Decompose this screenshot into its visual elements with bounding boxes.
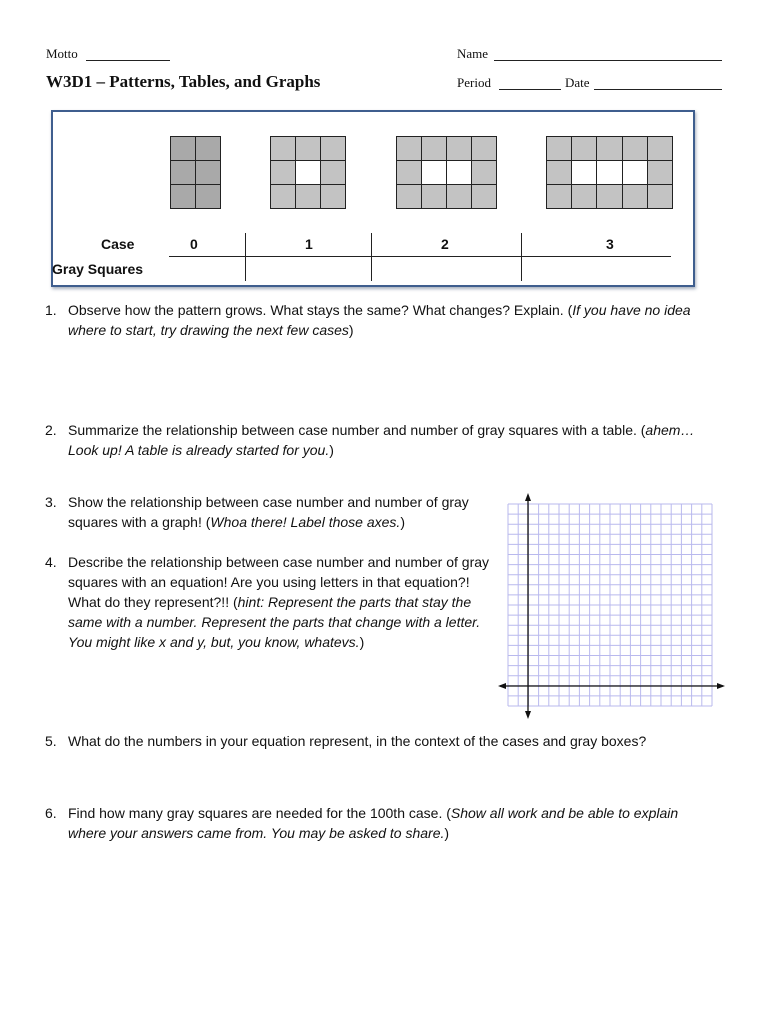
gray-square — [546, 160, 572, 185]
question-5 — [45, 731, 745, 753]
gray-square — [622, 136, 648, 161]
question-4: 4. Describe the relationship between case number and number of gray squares with an equation! Are you using letters in that equation?! What do they represent?!! (hint: Represent the parts that stay the same with a number. Represent the parts that change with a letter. You might like x and y, but, you know, whatevs.) — [45, 554, 490, 650]
question-text: Show the relationship between case number and number of gray squares with a graph! ( — [68, 494, 469, 530]
white-square — [571, 160, 597, 185]
gray-square — [170, 160, 196, 185]
question-hint: If you have no idea where to start, try drawing the next few cases — [68, 302, 691, 338]
case-3-header: 3 — [606, 236, 614, 252]
gray-square — [446, 136, 472, 161]
date-blank[interactable] — [594, 89, 722, 90]
gray-square — [446, 184, 472, 209]
case-2-header: 2 — [441, 236, 449, 252]
gray-squares-cell-2[interactable] — [373, 258, 520, 280]
table-col-divider — [521, 233, 522, 281]
gray-square — [396, 184, 422, 209]
gray-square — [320, 160, 346, 185]
table-col-divider — [371, 233, 372, 281]
question-text: What do the numbers in your equation represent, in the context of the cases and gray boxes? — [68, 733, 647, 749]
gray-square — [170, 184, 196, 209]
period-blank[interactable] — [499, 89, 561, 90]
gray-square — [546, 136, 572, 161]
gray-square — [471, 136, 497, 161]
gray-square — [195, 136, 221, 161]
gray-square — [320, 184, 346, 209]
gray-square — [471, 160, 497, 185]
x-axis-arrow-right — [717, 683, 725, 689]
question-1: 1. Observe how the pattern grows. What stays the same? What changes? Explain. (If you have no idea where to start, try drawing the next few cases) — [45, 302, 691, 338]
worksheet-title: W3D1 – Patterns, Tables, and Graphs — [46, 72, 321, 91]
question-number: 6. — [45, 805, 57, 821]
gray-square — [270, 160, 296, 185]
gray-squares-row-label: Gray Squares — [52, 261, 144, 277]
question-hint: Whoa there! Label those axes. — [210, 514, 401, 530]
table-col-divider — [245, 233, 246, 281]
gray-square — [295, 184, 321, 209]
gray-square — [195, 184, 221, 209]
question-number: 1. — [45, 302, 57, 318]
y-axis-arrow-down — [525, 711, 531, 719]
question-number: 4. — [45, 554, 57, 570]
gray-square — [571, 184, 597, 209]
gray-square — [421, 136, 447, 161]
period-label: Period — [457, 75, 491, 90]
question-text: Summarize the relationship between case number and number of gray squares with a table. ( — [68, 422, 646, 438]
coordinate-grid[interactable] — [495, 492, 727, 720]
gray-square — [170, 136, 196, 161]
question-6: 6. Find how many gray squares are needed for the 100th case. (Show all work and be able to explain where your answers came from. You may be asked to share.) — [45, 805, 679, 841]
question-text: Describe the relationship between case number and number of gray squares with an equation! Are you using letters in that equation?! What do they represent?!! ( — [68, 554, 490, 610]
date-label: Date — [565, 75, 590, 90]
white-square — [446, 160, 472, 185]
gray-squares-cell-0[interactable] — [170, 258, 244, 280]
gray-squares-cell-3[interactable] — [523, 258, 671, 280]
gray-square — [622, 184, 648, 209]
case-1-header: 1 — [305, 236, 313, 252]
name-label: Name — [457, 46, 489, 61]
white-square — [622, 160, 648, 185]
gray-square — [295, 136, 321, 161]
gray-square — [647, 160, 673, 185]
question-hint: ahem…Look up! A table is already started for you. — [68, 422, 695, 458]
gray-square — [647, 184, 673, 209]
gray-square — [647, 136, 673, 161]
x-axis-arrow-left — [498, 683, 506, 689]
gray-square — [471, 184, 497, 209]
gray-square — [571, 136, 597, 161]
gray-square — [396, 160, 422, 185]
grid-lines — [508, 504, 712, 706]
gray-square — [546, 184, 572, 209]
name-blank[interactable] — [494, 60, 722, 61]
white-square — [596, 160, 622, 185]
question-number: 2. — [45, 422, 57, 438]
question-2: 2. Summarize the relationship between case number and number of gray squares with a table. (ahem…Look up! A table is already started for you.) — [45, 422, 695, 458]
gray-square — [195, 160, 221, 185]
question-3: 3. Show the relationship between case number and number of gray squares with a graph! (Whoa there! Label those axes.) — [45, 494, 469, 530]
question-number: 3. — [45, 494, 57, 510]
y-axis-arrow-up — [525, 493, 531, 501]
white-square — [421, 160, 447, 185]
question-text: Observe how the pattern grows. What stays the same? What changes? Explain. ( — [68, 302, 573, 318]
case-row-label: Case — [101, 236, 135, 252]
question-hint: hint: Represent the parts that stay the same with a number. Represent the parts that change with a letter. You might like x and y, but, you know, whatevs. — [68, 594, 481, 650]
gray-square — [270, 136, 296, 161]
question-text: Find how many gray squares are needed for the 100th case. ( — [68, 805, 451, 821]
gray-square — [596, 136, 622, 161]
motto-blank[interactable] — [86, 60, 170, 61]
white-square — [295, 160, 321, 185]
question-number: 5. — [45, 733, 57, 749]
gray-square — [596, 184, 622, 209]
gray-square — [396, 136, 422, 161]
case-0-header: 0 — [190, 236, 198, 252]
gray-squares-cell-1[interactable] — [247, 258, 370, 280]
gray-square — [270, 184, 296, 209]
gray-square — [320, 136, 346, 161]
question-hint: Show all work and be able to explain where your answers came from. You may be asked to share. — [68, 805, 679, 841]
gray-square — [421, 184, 447, 209]
motto-label: Motto — [46, 46, 78, 61]
